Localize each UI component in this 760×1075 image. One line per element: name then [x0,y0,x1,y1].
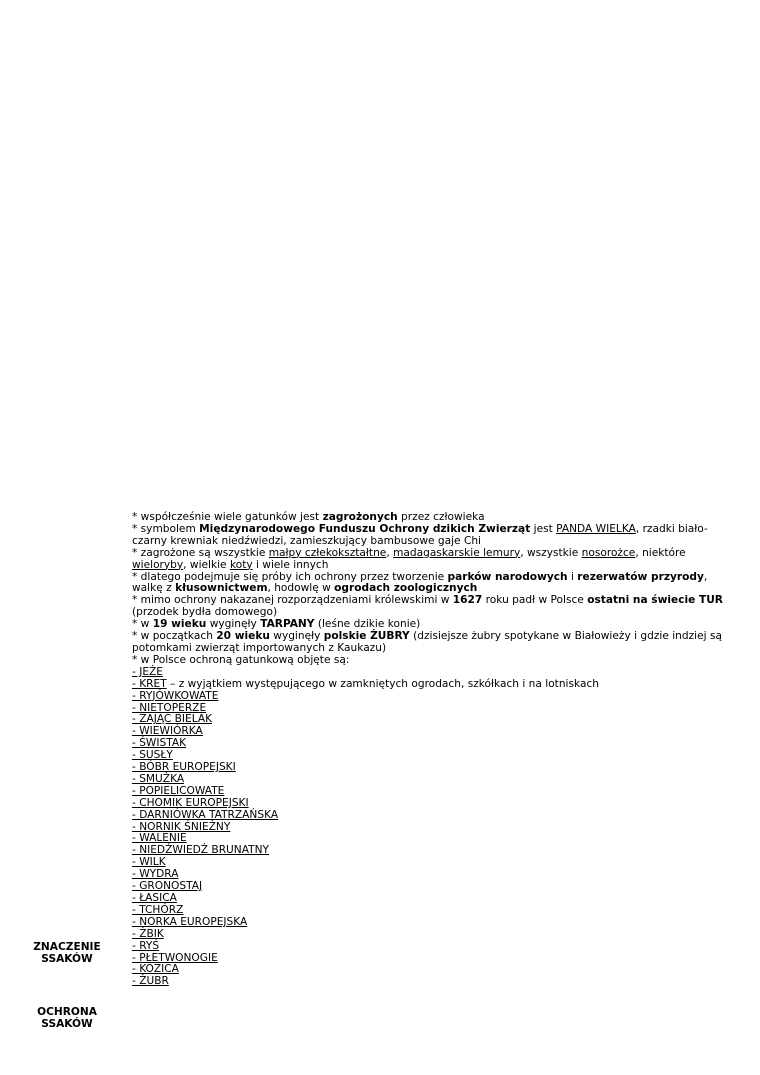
list-item [132,929,732,941]
list-item [132,917,732,929]
species-name: - CHOMIK EUROPEJSKI [132,796,249,809]
text: roku padł w Polsce [482,594,588,607]
list-item [132,941,732,953]
species-name: - GRONOSTAJ [132,880,203,893]
text-bold: TARPANY [260,618,315,631]
species-name: - JEŻE [132,665,163,678]
side-label-ochrona [28,1006,106,1030]
species-note: – z wyjątkiem występującego w zamkniętych ogrodach, szkółkach i na lotniskach [166,677,599,690]
underlined-term: PANDA WIELKA [556,522,636,535]
text-bold: zagrożonych [322,511,398,523]
text: i wiele innych [252,558,329,571]
text: * współcześnie wiele gatunków jest [132,511,323,523]
text-bold: 20 wieku [216,630,270,643]
text: , wszystkie [520,546,582,559]
species-name: - ŁASICA [132,892,177,904]
species-name: - POPIELICOWATE [132,784,225,797]
protected-species-list [132,667,732,988]
species-name: - WALENIE [132,832,187,845]
text: * w początkach [132,630,217,643]
species-name: - NORNIK ŚNIEŻNY [132,820,231,833]
text-bold: 1627 [452,594,483,607]
species-name: - KRET [132,677,167,690]
text-bold: Międzynarodowego Funduszu Ochrony dzikich Zwierząt [199,522,531,535]
species-name: - RYŚ [132,939,160,952]
text: , hodowlę w [267,582,335,595]
list-item [132,822,732,834]
text: (leśne dzikie konie) [314,618,421,631]
list-item [132,964,732,976]
species-name: - ŚWISTAK [132,737,187,750]
text-bold: ostatni na świecie TUR [587,594,723,607]
paragraph-protection-methods [132,572,732,596]
text: i [567,570,578,583]
list-item [132,738,732,750]
species-name: - TCHÓRZ [132,903,184,916]
species-name: - WIEWIÓRKA [132,725,203,738]
species-name: - DARNIÓWKA TATRZAŃSKA [132,808,279,821]
text: * symbolem [132,522,200,535]
text: (przodek bydła domowego) [132,606,278,619]
species-name: - NIEDŹWIEDŹ BRUNATNY [132,844,270,857]
list-item [132,857,732,869]
text: * w [132,618,153,631]
species-name: - ŻUBR [132,975,169,988]
species-name: - ŻBIK [132,927,164,940]
text: , niektóre [635,546,686,559]
side-label-ochrona-line2: SSAKÓW [41,1018,93,1030]
list-item [132,869,732,881]
text: * mimo ochrony nakazanej rozporządzeniami królewskimi w [132,594,453,607]
list-item [132,976,732,988]
underlined-term: madagaskarskie lemury [393,546,521,559]
species-name: - WILK [132,856,166,869]
paragraph-zubry [132,631,732,655]
list-item [132,845,732,857]
text: wyginęły [206,618,261,631]
text-bold: 19 wieku [152,618,207,631]
list-item [132,762,732,774]
underlined-term: wieloryby [132,558,184,571]
underlined-term: nosorożce [581,546,636,559]
text: przez człowieka [397,511,485,523]
text: , [386,546,394,559]
species-name: - RYJÓWKOWATE [132,689,219,702]
text-bold: polskie ŻUBRY [323,630,410,643]
list-item [132,726,732,738]
underlined-term: małpy człekokształtne [268,546,387,559]
species-name: - NORKA EUROPEJSKA [132,915,248,928]
text-bold: kłusownictwem [175,582,268,595]
text: (dzisiejsze żubry spotykane w Białowieży i gdzie indziej są potomkami zwierząt importowanych z Kaukazu) [132,630,722,654]
side-label-znaczenie [28,941,106,965]
species-name: - KOZICA [132,963,179,976]
document-body [132,512,732,988]
species-name: - WYDRA [132,868,179,881]
text: , rzadki biało-czarny krewniak niedźwiedzi, zamieszkujący bambusowe gaje Chi [132,522,708,547]
species-name: - SUSŁY [132,749,173,762]
list-item [132,714,732,726]
text: * zagrożone są wszystkie [132,546,269,559]
species-name: - ZAJĄC BIELAK [132,713,213,726]
text: wyginęły [269,630,324,643]
paragraph-tur [132,595,732,619]
list-item [132,679,732,691]
text: * dlatego podejmuje się próby ich ochrony przez tworzenie [132,570,448,583]
text-bold: rezerwatów przyrody [577,570,704,583]
list-item [132,691,732,703]
paragraph-protected-intro: * w Polsce ochroną gatunkową objęte są: [132,653,350,666]
list-item [132,953,732,965]
list-item [132,703,732,715]
species-name: - NIETOPERZE [132,701,207,714]
paragraph-wwf-symbol [132,524,732,548]
side-label-znaczenie-line1: ZNACZENIE [33,941,101,953]
underlined-term: koty [229,558,253,571]
text-bold: parków narodowych [447,570,568,583]
list-item [132,893,732,905]
text: , walkę z [132,570,708,595]
species-name: - SMUŻKA [132,772,185,785]
list-item [132,881,732,893]
species-name: - PŁETWONOGIE [132,951,218,964]
text: , wielkie [183,558,230,571]
side-label-znaczenie-line2: SSAKÓW [41,953,93,965]
paragraph-endangered-groups [132,548,732,572]
text: jest [530,522,557,535]
text-bold: ogrodach zoologicznych [334,582,478,595]
species-name: - BÓBR EUROPEJSKI [132,761,236,774]
side-label-ochrona-line1: OCHRONA [37,1006,97,1018]
